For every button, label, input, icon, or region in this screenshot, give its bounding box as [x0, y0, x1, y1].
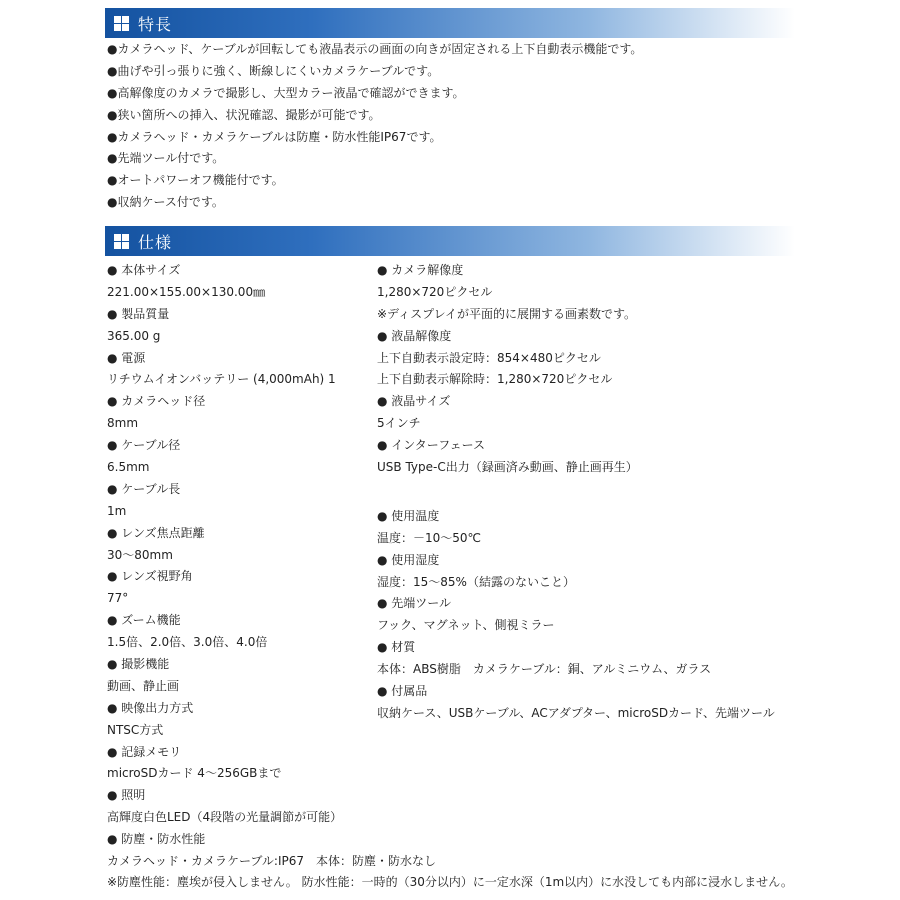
spec-value: 本体：ABS樹脂 カメラケーブル：銅、アルミニウム、ガラス	[377, 662, 712, 677]
feature-list	[107, 40, 807, 215]
feature-item: ●先端ツール付です。	[107, 151, 225, 166]
feature-item: ●高解像度のカメラで撮影し、大型カラー液晶で確認ができます。	[107, 85, 465, 100]
spec-value: 1.5倍、2.0倍、3.0倍、4.0倍	[107, 635, 268, 650]
spec-label: ● 撮影機能	[107, 657, 170, 672]
spec-value: 高輝度白色LED（4段階の光量調節が可能）	[107, 810, 343, 825]
spec-label: ● カメラヘッド径	[107, 394, 206, 409]
spec-label: ● 照明	[107, 788, 146, 803]
spec-value: 6.5mm	[107, 460, 150, 475]
spec-value: 1m	[107, 503, 127, 518]
waterproof-note: ※防塵性能：塵埃が侵入しません。 防水性能：一時的（30分以内）に一定水深（1m以内）に水没しても内部に浸水しません。	[107, 875, 793, 889]
spec-value: 湿度：15～85%（結露のないこと）	[377, 574, 575, 589]
spec-value: 365.00 g	[107, 328, 161, 343]
feature-item: ●カメラヘッド・カメラケーブルは防塵・防水性能IP67です。	[107, 129, 442, 144]
spec-label: ● ズーム機能	[107, 613, 181, 628]
spec-value: 動画、静止画	[107, 678, 180, 693]
spec-value: 上下自動表示設定時：854×480ピクセル	[377, 350, 601, 365]
grid-icon	[114, 16, 129, 31]
feature-item: ●オートパワーオフ機能付です。	[107, 173, 284, 188]
spec-label: ● 製品質量	[107, 306, 170, 321]
specs-title: 仕様	[138, 232, 173, 252]
spec-label: ● 先端ツール	[377, 596, 452, 611]
spec-label: ● 本体サイズ	[107, 263, 181, 277]
spec-label: ● レンズ焦点距離	[107, 525, 205, 540]
spec-value: 1,280×720ピクセル	[377, 284, 493, 299]
spec-label: ● 使用温度	[377, 508, 440, 523]
spec-value: 8mm	[107, 416, 139, 431]
spec-column-right	[377, 261, 797, 726]
features-title: 特長	[138, 14, 173, 34]
spec-value: フック、マグネット、側視ミラー	[377, 618, 555, 633]
spec-label: ● ケーブル径	[107, 438, 181, 453]
spec-value: リチウムイオンバッテリー (4,000mAh) 1	[107, 372, 336, 387]
spec-value: 上下自動表示解除時：1,280×720ピクセル	[377, 372, 613, 387]
spec-label: ● ケーブル長	[107, 481, 181, 496]
feature-item: ●狭い箇所への挿入、状況確認、撮影が可能です。	[107, 107, 381, 122]
spec-value: 5インチ	[377, 416, 421, 431]
spec-label: ● 記録メモリ	[107, 744, 182, 759]
spec-label: ● レンズ視野角	[107, 569, 193, 584]
spec-value: NTSC方式	[107, 722, 164, 737]
grid-icon	[114, 234, 129, 249]
spacer	[377, 480, 797, 507]
spec-label: ● 防塵・防水性能	[107, 832, 206, 847]
feature-item: ●曲げや引っ張りに強く、断線しにくいカメラケーブルです。	[107, 63, 440, 78]
feature-item: ●カメラヘッド、ケーブルが回転しても液晶表示の画面の向きが固定される上下自動表示機能です。	[107, 42, 643, 56]
spec-label: ● 液晶解像度	[377, 328, 452, 343]
spec-value: 221.00×155.00×130.00㎜	[107, 284, 266, 299]
spec-label: ● 材質	[377, 640, 416, 655]
spec-label: ● 電源	[107, 350, 146, 365]
spec-value: 収納ケース、USBケーブル、ACアダプター、microSDカード、先端ツール	[377, 705, 775, 720]
spec-value: 30～80mm	[107, 547, 173, 562]
spec-label: ● カメラ解像度	[377, 263, 464, 277]
spec-label: ● 使用湿度	[377, 552, 440, 567]
spec-value: 77°	[107, 591, 129, 606]
specs-header	[105, 226, 795, 256]
spec-label: ● インターフェース	[377, 438, 486, 453]
spec-value: 温度：－10～50℃	[377, 530, 482, 545]
spec-value: カメラヘッド・カメラケーブル:IP67 本体：防塵・防水なし	[107, 854, 437, 869]
spec-label: ● 液晶サイズ	[377, 394, 451, 409]
spec-value: USB Type-C出力（録画済み動画、静止画再生）	[377, 460, 638, 475]
spec-value: ※ディスプレイが平面的に展開する画素数です。	[377, 306, 637, 321]
features-header	[105, 8, 795, 38]
spec-label: ● 付属品	[377, 684, 428, 699]
feature-item: ●収納ケース付です。	[107, 195, 224, 210]
spec-value: microSDカード 4～256GBまで	[107, 766, 282, 781]
spec-label: ● 映像出力方式	[107, 700, 194, 715]
